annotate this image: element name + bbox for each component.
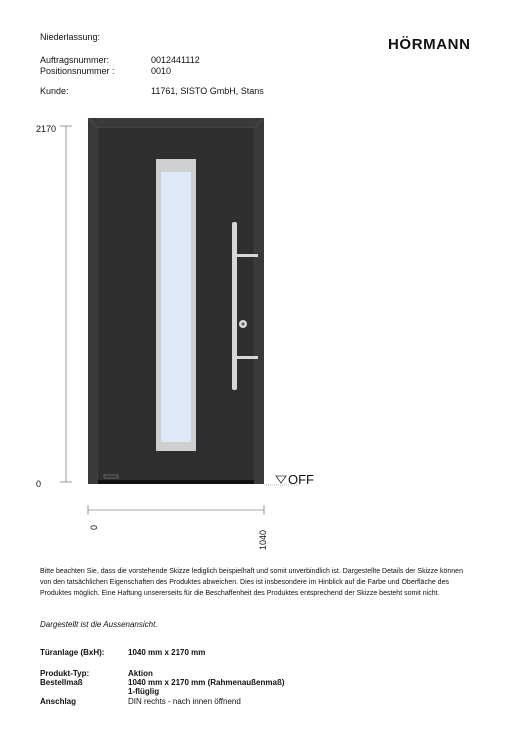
auftragsnummer-label: Auftragsnummer: <box>40 55 110 65</box>
auftragsnummer-value: 0012441112 <box>151 55 200 65</box>
glass-pane <box>161 172 191 442</box>
width-start-label: 0 <box>89 524 99 530</box>
disclaimer-line: von den tatsächlichen Eigenschaften des Produktes abweichen. Dies ist insbesondere im Hinblick auf die Farbe und Oberfläche des <box>40 579 449 586</box>
door-threshold <box>98 480 254 484</box>
disclaimer-line: Bitte beachten Sie, dass die vorstehende Skizze lediglich beispielhaft und somit unverbindlich ist. Dargestellte Details der Skizze können <box>40 568 463 575</box>
niederlassung-label: Niederlassung: <box>40 32 101 42</box>
door-handle-bar <box>232 222 237 390</box>
floor-marker-label: OFF <box>288 472 314 487</box>
bestellmass-value: 1040 mm x 2170 mm (Rahmenaußenmaß) <box>128 678 285 687</box>
hoermann-logo: HÖRMANN <box>388 36 471 53</box>
height-bottom-label: 0 <box>36 479 42 489</box>
disclaimer-line: Produktes möglich. Eine Haftung unsererseits für die Beschaffenheit des Produktes entsprechend der Skizze besteht somit nicht. <box>40 590 440 597</box>
kunde-value: 11761, SISTO GmbH, Stans <box>151 86 264 96</box>
bestellmass-label: Bestellmaß <box>40 678 83 687</box>
disclaimer-text <box>40 566 476 599</box>
tueranlage-label: Türanlage (BxH): <box>40 648 105 657</box>
fluegel-value: 1-flüglig <box>128 687 160 696</box>
kunde-label: Kunde: <box>40 86 69 96</box>
width-end-label: 1040 <box>258 529 268 550</box>
height-top-label: 2170 <box>36 124 57 134</box>
door-handle-mount-bottom <box>236 356 258 359</box>
floor-marker-icon <box>276 476 286 483</box>
anschlag-label: Anschlag <box>40 697 77 706</box>
anschlag-value: DIN rechts - nach innen öffnend <box>128 697 241 706</box>
produkttyp-label: Produkt-Typ: <box>40 669 90 678</box>
produkttyp-value: Aktion <box>128 669 153 678</box>
positionsnummer-value: 0010 <box>151 66 172 76</box>
tueranlage-value: 1040 mm x 2170 mm <box>128 648 206 657</box>
view-note: Dargestellt ist die Aussenansicht. <box>40 620 158 629</box>
positionsnummer-label: Positionsnummer : <box>40 66 115 76</box>
door-handle-mount-top <box>236 254 258 257</box>
